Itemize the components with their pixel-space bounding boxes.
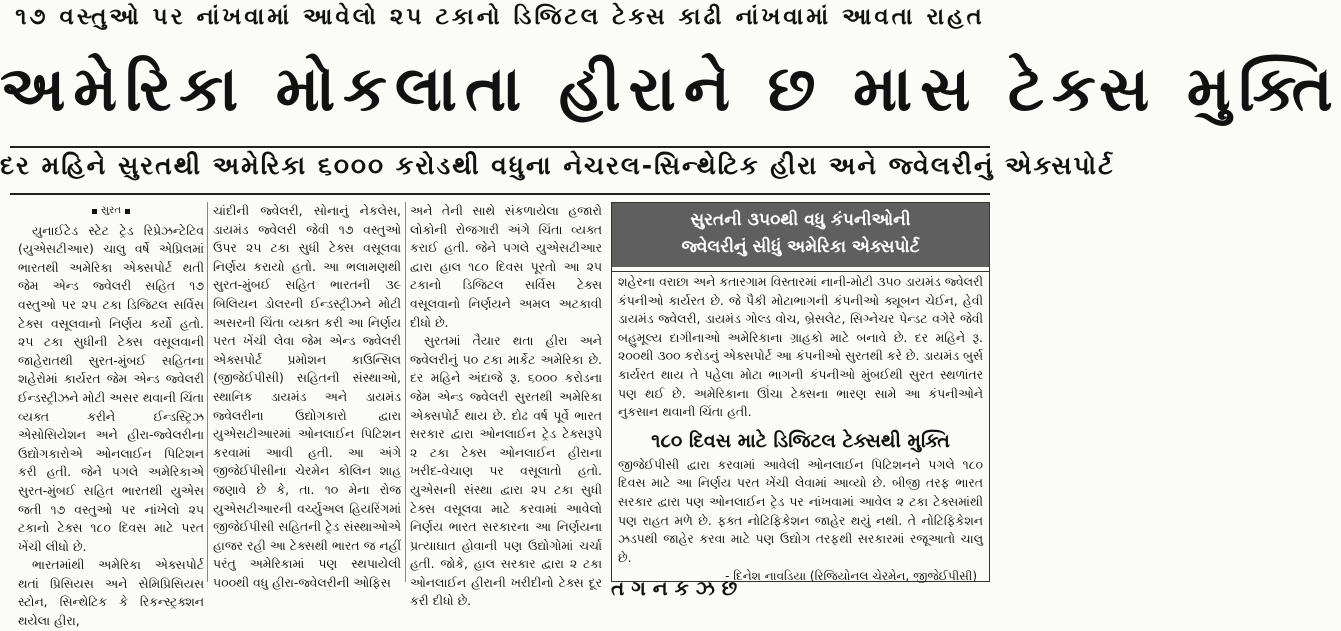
article-column-2 — [213, 202, 401, 590]
paragraph: ભારતમાંથી અમેરિકા એક્સપોર્ટ થતાં પ્રિસિયસ અને સેમિપ્રિસિયસ સ્ટોન, સિન્થેટિક કે રિકન્સ્ટ્રક્શન થયેલા હીરા, — [18, 557, 204, 629]
column-divider — [405, 202, 406, 582]
quote-attribution: - દિનેશ નાવડિયા (રિજિયોનલ ચેરમેન, જીજેઈપીસી) — [725, 569, 977, 584]
paragraph: ચાંદીની જ્વેલરી, સોનાનું નેકલેસ, ડાયમંડ જ્વેલરી જેવી ૧૭ વસ્તુઓ ઉપર ૨૫ ટકા સુધી ટેક્સ વસૂલવા નિર્ણય કરાયો હતો. આ ભલામણથી સુરત-મુંબઈ સહિત ભારતની ૩૯ બિલિયન ડોલરની ઈન્ડસ્ટ્રીઝને મોટી અસરની ચિંતા વ્યક્ત કરી આ નિર્ણય પરત ખેંચી લેવા જેમ એન્ડ જ્વેલરી એક્સપોર્ટ પ્રમોશન કાઉન્સિલ (જીજેઈપીસી) સહિતની સંસ્થાઓ, સ્થાનિક ડાયમંડ અને ડાયમંડ જ્વેલરીના ઉદ્યોગકારો દ્વારા યુએસટીઆરમાં ઓનલાઈન પિટિશન કરવામાં આવી હતી. આ અંગે જીજેઈપીસીના ચેરમેન કોલિન શાહ જણાવે છે કે, તા. ૧૦ મેના રોજ યુએસટીઆરની વર્ચ્યુઅલ હિયરિંગમાં જીજેઈપીસી સહિતની ટ્રેડ સંસ્થાઓએ હાજર રહી આ ટેક્સથી ભારત જ નહીં પરંતુ અમેરિકામાં પણ સ્થપાયેલી ૫૦૦થી વધુ હીરા-જ્વેલરીની ઓફિસ — [213, 203, 401, 590]
paragraph: અને તેની સાથે સંકળાયેલા હજારો લોકોની રોજગારી અંગે ચિંતા વ્યક્ત કરાઈ હતી. જેને પગલે યુએસટીઆર દ્વારા હાલ ૧૮૦ દિવસ પૂરતો આ ૨૫ ટકાનો ડિજિટલ સર્વિસ ટેક્સ વસૂલવાનો નિર્ણયને અમલ અટકાવી દીધો છે. — [410, 203, 602, 330]
sidebar-paragraph: શહેરના વરાછા અને કતારગામ વિસ્તારમાં નાની-મોટી ૩૫૦ ડાયમંડ જ્વેલરી કંપનીઓ કાર્યરત છે. જે પૈકી મોટાભાગની કંપનીઓ ક્યૂબન ચેઈન, હેવી ડાયમંડ જ્વેલરી, ડાયમંડ ગોલ્ડ વોચ, બ્રેસલેટ, સિગ્નેચર પેન્ડટ વગેરે જેવી બહુમૂલ્ય દાગીનાઓ અમેરિકાના ગ્રાહકો માટે બનાવે છે. દર મહિને રૂ. ૨૦૦થી ૩૦૦ કરોડનું એક્સપોર્ટ આ કંપનીઓ સુરતથી કરે છે. ડાયમંડ બુર્સ કાર્યરત થાય તે પહેલા મોટા ભાગની કંપનીઓ મુંબઈથી સુરત સ્થળાંતર પણ થઈ છે. અમેરિકાના ઊંચા ટેક્સના ભારણ સામે આ કંપનીઓને નુકસાન થવાની ચિંતા હતી. — [618, 274, 983, 420]
bullet-icon — [125, 209, 130, 214]
sidebar-subheading: ૧૮૦ દિવસ માટે ડિજિટલ ટેક્સથી મુક્તિ — [651, 429, 950, 452]
dateline-city: સુરત — [101, 205, 121, 216]
paragraph: સુરતમાં તૈયાર થતા હીરા અને જ્વેલરીનું ૫૦ ટકા માર્કેટ અમેરિકા છે. દર મહિને અંદાજે રૂ. ૬૦૦૦ કરોડના જેમ એન્ડ જ્વેલરી સુરતથી અમેરિકા એક્સપોર્ટ થાય છે. દોઢ વર્ષ પૂર્વે ભારત સરકાર દ્વારા ઓનલાઈન ટ્રેડ ટેક્સરૂપે ૨ ટકા ટેક્સ ઓનલાઈન હીરાના ખરીદ-વેચાણ પર વસૂલાતો હતો. યુએસની સંસ્થા દ્વારા ૨૫ ટકા સુધી ટેક્સ વસૂલવા માટે કરવામાં આવેલો નિર્ણય ભારત સરકારના આ નિર્ણયના પ્રત્યાઘાત હોવાની પણ ઉદ્યોગોમાં ચર્ચા હતી. જોકે, હાલ સરકાર દ્વારા ૨ ટકા ઓનલાઈન હીરાની ખરીદીનો ટેક્સ દૂર કરી દીધો છે. — [410, 333, 602, 609]
divider-rule — [10, 193, 990, 195]
next-headline-fragment: ત ગ ન ક ઝ છ — [611, 576, 738, 600]
sidebar-title-line: સુરતની ૩૫૦થી વધુ કંપનીઓની — [690, 210, 911, 230]
sub-headline: દર મહિને સુરતથી અમેરિકા ૬૦૦૦ કરોડથી વધુના નેચરલ-સિન્થેટિક હીરા અને જ્વેલરીનું એક્સપોર્ટ — [0, 151, 1115, 180]
kicker-headline: ૧૭ વસ્તુઓ પર નાંખવામાં આવેલો ૨૫ ટકાનો ડિજિટલ ટેક્સ કાઢી નાંખવામાં આવતા રાહત — [15, 4, 985, 30]
sidebar-paragraph: જીજેઈપીસી દ્વારા કરવામાં આવેલી ઓનલાઈન પિટિશનને પગલે ૧૮૦ દિવસ માટે આ નિર્ણય પરત ખેંચી લેવામાં આવ્યો છે. બીજી તરફ ભારત સરકાર દ્વારા પણ ઓનલાઈન ટ્રેડ પર નાંખવામાં આવેલ ૨ ટકા ટેક્સમાંથી પણ રાહત મળે છે. ફક્ત નોટિફિકેશન જાહેર થયું નથી. તે નોટિફિકેશન ઝડપથી જાહેર કરવા માટે પણ ઉદ્યોગ તરફથી સરકારમાં રજૂઆતો ચાલુ છે. — [618, 456, 983, 565]
sidebar-title-line: જ્વેલરીનું સીધું અમેરિકા એક્સપોર્ટ — [681, 237, 920, 257]
bullet-icon — [92, 209, 97, 214]
main-headline: અમેરિકા મોકલાતા હીરાને છ માસ ટેક્સ મુક્તિ — [0, 52, 1341, 125]
article-column-3 — [410, 202, 602, 609]
dateline — [18, 202, 204, 221]
sidebar-box — [611, 202, 990, 582]
divider-rule — [10, 146, 990, 148]
paragraph: યુનાઈટેડ સ્ટેટ ટ્રેડ રિપ્રેઝન્ટેટિવ (યુએસટીઆર) ચાલુ વર્ષે એપ્રિલમાં ભારતથી અમેરિકા એક્સપોર્ટ થતી જેમ એન્ડ જ્વેલરી સહિત ૧૭ વસ્તુઓ પર ૨૫ ટકા ડિજિટલ સર્વિસ ટેક્સ વસૂલવાનો નિર્ણય કર્યો હતો. ૨૫ ટકા સુધીની ટેક્સ વસૂલવાની જાહેરાતથી સુરત-મુંબઈ સહિતના શહેરોમાં કાર્યરત જેમ એન્ડ જ્વેલરી ઈન્ડસ્ટ્રીઝને મોટી અસર થવાની ચિંતા વ્યક્ત કરીને ઈન્ડસ્ટ્રિઝ એસોસિયેશન અને હીરા-જ્વેલરીના ઉદ્યોગકારોએ ઓનલાઈન પિટિશન કરી હતી. જેને પગલે અમેરિકાએ સુરત-મુંબઈ સહિત ભારતથી યુએસ જતી ૧૭ વસ્તુઓ પર નાંખેલો ૨૫ ટકાનો ટેક્સ ૧૮૦ દિવસ માટે પરત ખેંચી લીધો છે. — [18, 222, 204, 554]
article-column-1 — [18, 202, 204, 629]
column-divider — [207, 202, 208, 582]
sidebar-box-title — [612, 203, 989, 271]
